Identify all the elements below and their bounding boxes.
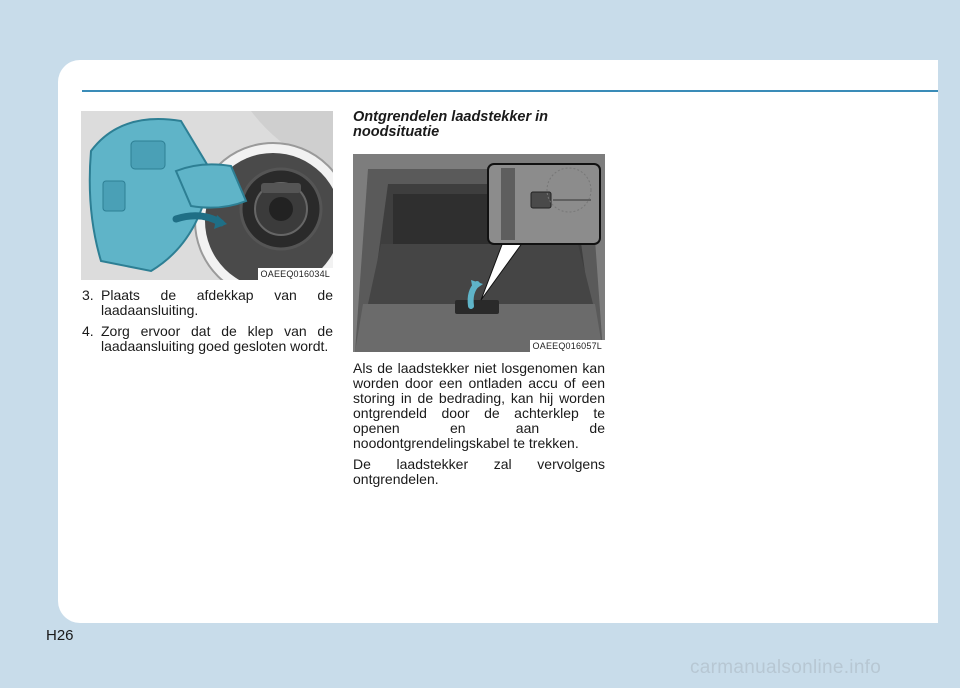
heading-line: noodsituatie bbox=[353, 124, 440, 140]
section-heading bbox=[353, 110, 603, 140]
step-number: 3. bbox=[82, 287, 94, 303]
page-number: H26 bbox=[46, 627, 74, 644]
watermark: carmanualsonline.info bbox=[690, 657, 882, 678]
trunk-drawing bbox=[353, 154, 605, 352]
header-rule bbox=[82, 90, 940, 92]
step-item bbox=[82, 324, 333, 354]
page-edge bbox=[938, 60, 940, 623]
body-paragraph: De laadstekker zal vervolgens ontgrendelen. bbox=[353, 456, 605, 487]
charging-port-illustration bbox=[81, 111, 333, 280]
step-number: 4. bbox=[82, 323, 94, 339]
body-paragraph: Als de laadstekker niet losgenomen kan worden door een ontladen accu of een storing in de bedrading, kan hij worden ontgrendeld door de achterklep te openen en aan de noodontgrendelingskabel te trekken. bbox=[353, 360, 605, 451]
trunk-release-illustration bbox=[353, 154, 605, 352]
step-item bbox=[82, 288, 333, 318]
left-steps bbox=[82, 288, 333, 360]
image-code: OAEEQ016034L bbox=[258, 268, 333, 280]
right-body bbox=[353, 361, 605, 493]
step-text: Plaats de afdekkap van de laadaansluiting. bbox=[101, 287, 333, 318]
image-code: OAEEQ016057L bbox=[530, 340, 605, 352]
heading-line: Ontgrendelen laadstekker in bbox=[353, 109, 549, 125]
charging-port-drawing bbox=[81, 111, 333, 280]
step-text: Zorg ervoor dat de klep van de laadaansluiting goed gesloten wordt. bbox=[101, 323, 333, 354]
